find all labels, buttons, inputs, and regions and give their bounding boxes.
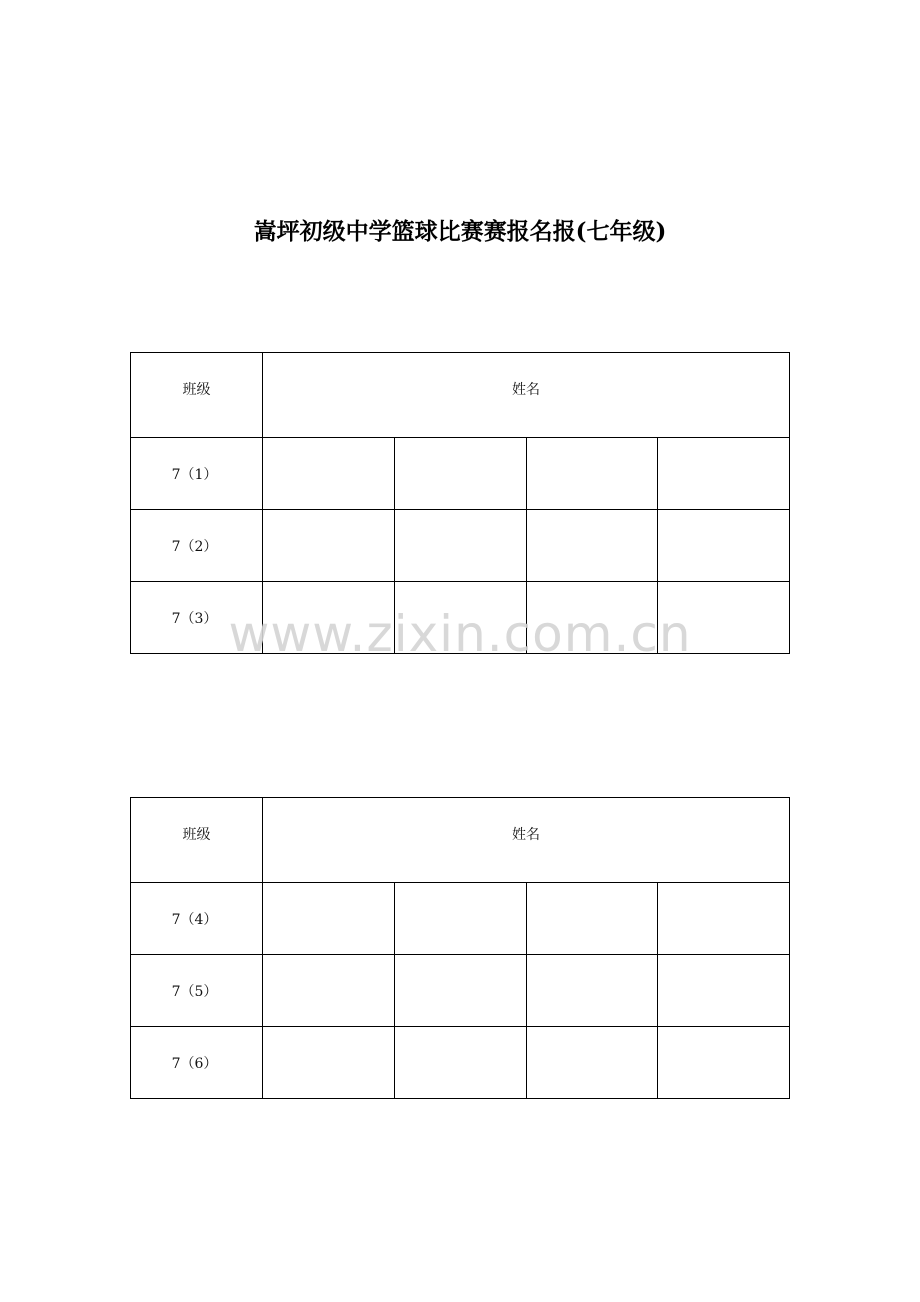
class-header-label: 班级 xyxy=(182,827,211,843)
table-row xyxy=(131,955,790,1027)
table-header-row xyxy=(131,798,790,883)
name-cell[interactable] xyxy=(526,582,658,654)
name-cell[interactable] xyxy=(394,510,526,582)
name-cell[interactable] xyxy=(263,883,395,955)
class-header-cell xyxy=(131,353,263,438)
name-cell[interactable] xyxy=(658,438,790,510)
name-cell[interactable] xyxy=(526,510,658,582)
class-cell xyxy=(131,510,263,582)
name-cell[interactable] xyxy=(394,438,526,510)
table-row xyxy=(131,438,790,510)
name-header-label: 姓名 xyxy=(512,382,540,398)
name-cell[interactable] xyxy=(658,955,790,1027)
class-cell xyxy=(131,582,263,654)
class-label: 7（3） xyxy=(171,610,218,627)
name-cell[interactable] xyxy=(658,510,790,582)
name-header-cell xyxy=(263,353,790,438)
class-header-cell xyxy=(131,798,263,883)
name-cell[interactable] xyxy=(526,1027,658,1099)
watermark: www.zixin.com.cn xyxy=(228,605,692,663)
name-header-label: 姓名 xyxy=(512,827,540,843)
name-cell[interactable] xyxy=(263,510,395,582)
name-cell[interactable] xyxy=(263,582,395,654)
name-cell[interactable] xyxy=(526,438,658,510)
name-cell[interactable] xyxy=(394,582,526,654)
class-cell xyxy=(131,955,263,1027)
class-cell xyxy=(131,883,263,955)
table-header-row xyxy=(131,353,790,438)
class-label: 7（5） xyxy=(171,983,218,1000)
table-row xyxy=(131,510,790,582)
name-header-cell xyxy=(263,798,790,883)
name-cell[interactable] xyxy=(263,1027,395,1099)
class-label: 7（6） xyxy=(171,1055,218,1072)
name-cell[interactable] xyxy=(658,1027,790,1099)
class-header-label: 班级 xyxy=(182,382,211,398)
class-cell xyxy=(131,1027,263,1099)
class-cell xyxy=(131,438,263,510)
name-cell[interactable] xyxy=(394,883,526,955)
name-cell[interactable] xyxy=(394,955,526,1027)
registration-table-2 xyxy=(130,797,790,1099)
table-row xyxy=(131,582,790,654)
page-title: 嵩坪初级中学篮球比赛赛报名报(七年级) xyxy=(253,218,667,245)
name-cell[interactable] xyxy=(526,955,658,1027)
name-cell[interactable] xyxy=(263,438,395,510)
name-cell[interactable] xyxy=(658,582,790,654)
name-cell[interactable] xyxy=(526,883,658,955)
table-row xyxy=(131,1027,790,1099)
class-label: 7（4） xyxy=(171,911,218,928)
name-cell[interactable] xyxy=(658,883,790,955)
class-label: 7（2） xyxy=(171,538,218,555)
table-row xyxy=(131,883,790,955)
registration-table-1 xyxy=(130,352,790,654)
class-label: 7（1） xyxy=(171,466,218,483)
name-cell[interactable] xyxy=(394,1027,526,1099)
name-cell[interactable] xyxy=(263,955,395,1027)
